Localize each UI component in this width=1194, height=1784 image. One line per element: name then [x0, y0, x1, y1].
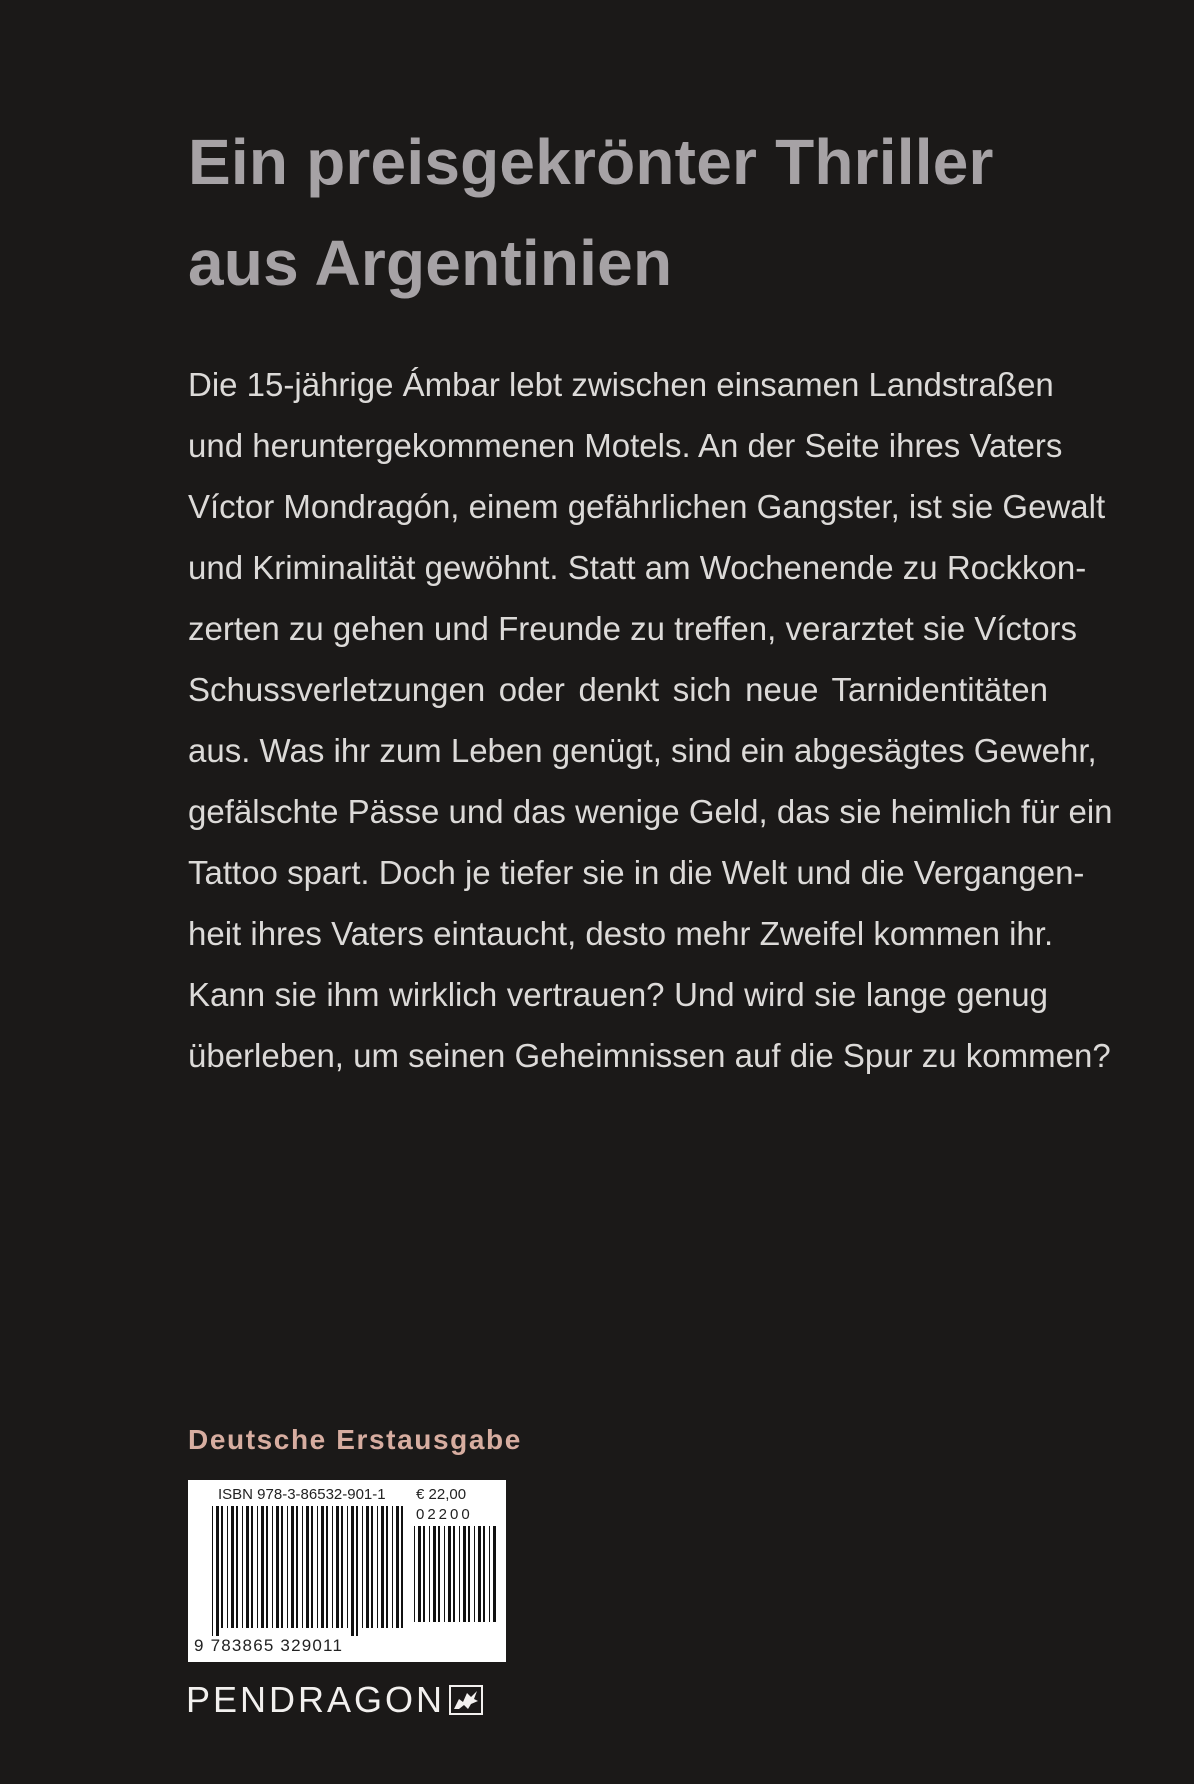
blurb-text	[188, 354, 1113, 1086]
publisher-logo	[186, 1680, 483, 1720]
isbn-text: ISBN 978-3-86532-901-1	[218, 1486, 386, 1503]
headline	[188, 112, 1088, 314]
blurb-line: Víctor Mondragón, einem gefährlichen Gangster, ist sie Gewalt	[188, 488, 1106, 525]
dragon-icon	[449, 1685, 483, 1715]
price-text: € 22,00	[416, 1486, 467, 1503]
edition-label: Deutsche Erstausgabe	[188, 1424, 522, 1455]
blurb-line: aus. Was ihr zum Leben genügt, sind ein abgesägtes Gewehr,	[188, 732, 1097, 769]
blurb-line: Tattoo spart. Doch je tiefer sie in die Welt und die Vergangen-	[188, 854, 1085, 891]
barcode-bars-main	[210, 1506, 406, 1636]
barcode-bars-addon	[412, 1526, 498, 1630]
publisher-name: PENDRAGON	[186, 1679, 446, 1720]
blurb-line: Kann sie ihm wirklich vertrauen? Und wird sie lange genug	[188, 976, 1048, 1013]
blurb-line: heit ihres Vaters eintaucht, desto mehr Zweifel kommen ihr.	[188, 915, 1054, 952]
blurb-line: Die 15-jährige Ámbar lebt zwischen einsamen Landstraßen	[188, 366, 1054, 403]
blurb-line: gefälschte Pässe und das wenige Geld, das sie heimlich für ein	[188, 793, 1113, 830]
blurb-line: überleben, um seinen Geheimnissen auf die Spur zu kommen?	[188, 1037, 1111, 1074]
blurb-line: zerten zu gehen und Freunde zu treffen, verarztet sie Víctors	[188, 610, 1078, 647]
blurb-line: Schussverletzungen oder denkt sich neue Tarnidentitäten	[188, 671, 1048, 708]
headline-line-2: aus Argentinien	[188, 227, 673, 299]
addon-digits: 02200	[416, 1506, 473, 1523]
headline-line-1: Ein preisgekrönter Thriller	[188, 126, 994, 198]
blurb-line: und heruntergekommenen Motels. An der Seite ihres Vaters	[188, 427, 1063, 464]
barcode-number: 9 783865 329011	[194, 1636, 344, 1655]
blurb-line: und Kriminalität gewöhnt. Statt am Wochenende zu Rockkon-	[188, 549, 1087, 586]
barcode	[188, 1480, 506, 1662]
